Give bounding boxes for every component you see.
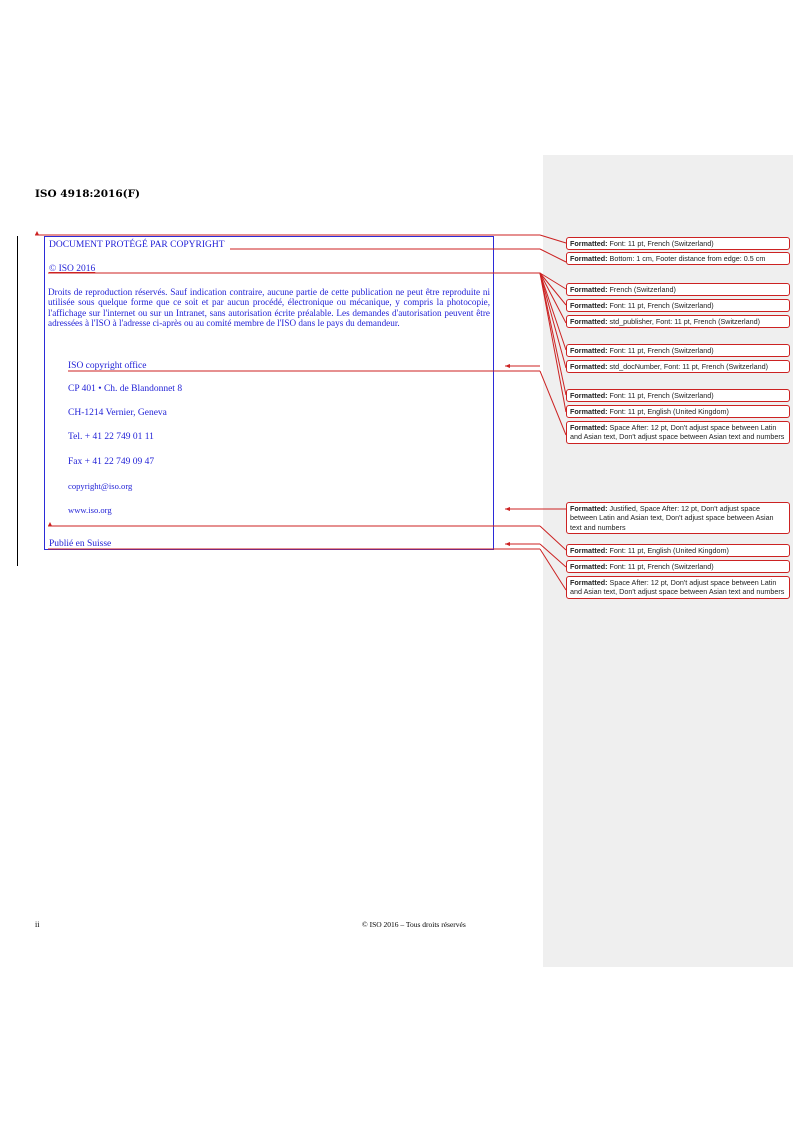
comment-balloon[interactable]: Formatted: Font: 11 pt, French (Switzerland)	[566, 299, 790, 312]
address-line-street: CP 401 • Ch. de Blandonnet 8	[68, 384, 183, 394]
comment-balloon[interactable]: Formatted: std_publisher, Font: 11 pt, French (Switzerland)	[566, 315, 790, 328]
page-number: ii	[35, 920, 40, 929]
copyright-title: DOCUMENT PROTÉGÉ PAR COPYRIGHT	[49, 240, 225, 250]
comment-balloon[interactable]: Formatted: Space After: 12 pt, Don't adjust space between Latin and Asian text, Don't adjust space between Asian text and numbers	[566, 576, 790, 599]
document-id-header: ISO 4918:2016(F)	[35, 188, 141, 200]
address-line-email[interactable]: copyright@iso.org	[68, 481, 133, 491]
address-line-office: ISO copyright office	[68, 361, 147, 371]
published-line: Publié en Suisse	[49, 539, 112, 549]
comment-balloon[interactable]: Formatted: Font: 11 pt, French (Switzerland)	[566, 344, 790, 357]
footer-copyright: © ISO 2016 – Tous droits réservés	[362, 920, 466, 929]
comment-balloon[interactable]: Formatted: Bottom: 1 cm, Footer distance from edge: 0.5 cm	[566, 252, 790, 265]
address-line-web[interactable]: www.iso.org	[68, 505, 112, 515]
rights-paragraph: Droits de reproduction réservés. Sauf indication contraire, aucune partie de cette publication ne peut être reproduite ni utilisée sous quelque forme que ce soit et par aucun procédé, électronique ou mécanique, y compris la photocopie, l'affichage sur l'internet ou sur un Intranet, sans autorisation écrite préalable. Les demandes d'autorisation peuvent être adressées à l'ISO à l'adresse ci-après ou au comité membre de l'ISO dans le pays du demandeur.	[48, 287, 490, 328]
comment-balloon[interactable]: Formatted: Font: 11 pt, French (Switzerland)	[566, 237, 790, 250]
comment-balloon[interactable]: Formatted: std_docNumber, Font: 11 pt, French (Switzerland)	[566, 360, 790, 373]
address-line-tel: Tel. + 41 22 749 01 11	[68, 432, 154, 442]
comment-balloon[interactable]: Formatted: Font: 11 pt, English (United Kingdom)	[566, 405, 790, 418]
comment-balloon[interactable]: Formatted: Font: 11 pt, French (Switzerland)	[566, 389, 790, 402]
address-line-city: CH-1214 Vernier, Geneva	[68, 408, 167, 418]
comment-balloon[interactable]: Formatted: Font: 11 pt, French (Switzerland)	[566, 560, 790, 573]
comment-balloon[interactable]: Formatted: Justified, Space After: 12 pt, Don't adjust space between Latin and Asian text, Don't adjust space between Asian text and numbers	[566, 502, 790, 534]
comment-balloon[interactable]: Formatted: French (Switzerland)	[566, 283, 790, 296]
comment-balloon[interactable]: Formatted: Space After: 12 pt, Don't adjust space between Latin and Asian text, Don't adjust space between Asian text and numbers	[566, 421, 790, 444]
copyright-line: © ISO 2016	[49, 264, 96, 274]
address-line-fax: Fax + 41 22 749 09 47	[68, 457, 155, 467]
comment-balloon[interactable]: Formatted: Font: 11 pt, English (United Kingdom)	[566, 544, 790, 557]
